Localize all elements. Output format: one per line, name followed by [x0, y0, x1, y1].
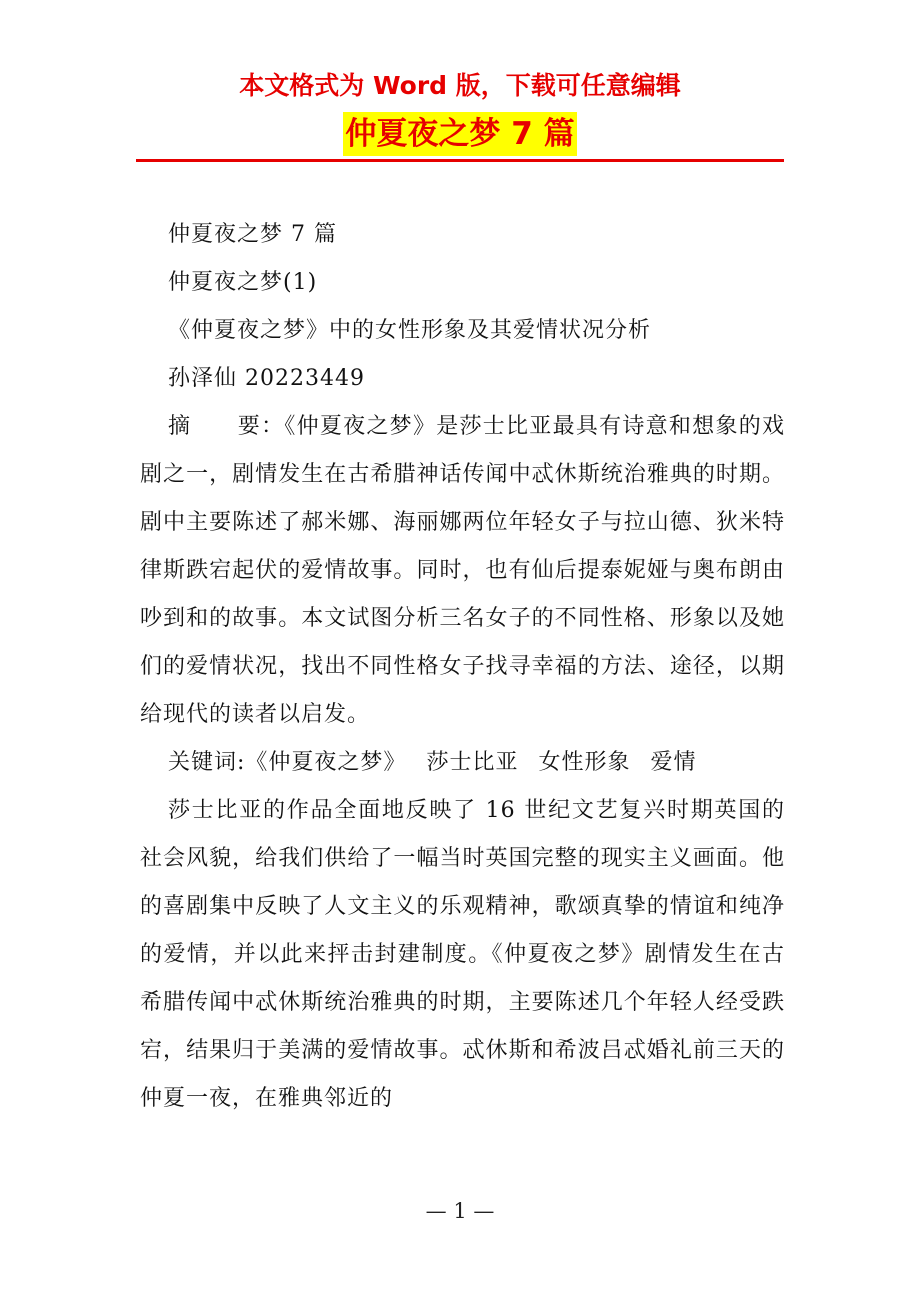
abstract-paragraph: 摘 要：《仲夏夜之梦》是莎士比亚最具有诗意和想象的戏剧之一，剧情发生在古希腊神话传闻中忒休斯统治雅典的时期。剧中主要陈述了郝米娜、海丽娜两位年轻女子与拉山德、狄米特律斯跌宕起伏的爱情故事。同时，也有仙后提泰妮娅与奥布朗由吵到和的故事。本文试图分析三名女子的不同性格、形象以及她们的爱情状况，找出不同性格女子找寻幸福的方法、途径，以期给现代的读者以启发。: [140, 414, 785, 727]
document-body: [140, 211, 785, 1123]
keyword: 爱情: [650, 750, 697, 775]
author-line: 孙泽仙 20223449: [168, 366, 365, 391]
keyword: 女性形象: [538, 750, 631, 775]
keyword: 莎士比亚: [426, 750, 519, 775]
body-paragraph: 莎士比亚的作品全面地反映了 16 世纪文艺复兴时期英国的社会风貌，给我们供给了一幅当时英国完整的现实主义画面。他的喜剧集中反映了人文主义的乐观精神，歌颂真挚的情谊和纯净的爱情，并以此来抨击封建制度。《仲夏夜之梦》剧情发生在古希腊传闻中忒休斯统治雅典的时期，主要陈述几个年轻人经受跌宕，结果归于美满的爱情故事。忒休斯和希波吕忒婚礼前三天的仲夏一夜，在雅典邻近的: [140, 798, 785, 1111]
section-title: 仲夏夜之梦(1): [168, 270, 318, 295]
keywords-label: 关键词:: [168, 750, 246, 775]
page-number: — 1 —: [425, 1199, 495, 1223]
format-notice: 本文格式为 Word 版，下载可任意编辑: [239, 71, 681, 100]
keywords-line: [140, 739, 785, 787]
essay-title: 《仲夏夜之梦》中的女性形象及其爱情状况分析: [168, 318, 652, 343]
title-block: [0, 112, 920, 156]
document-title: 仲夏夜之梦 7 篇: [343, 112, 576, 156]
doc-title-line: 仲夏夜之梦 7 篇: [168, 222, 337, 247]
keyword: 《仲夏夜之梦》: [245, 750, 407, 775]
title-divider: [136, 159, 784, 162]
